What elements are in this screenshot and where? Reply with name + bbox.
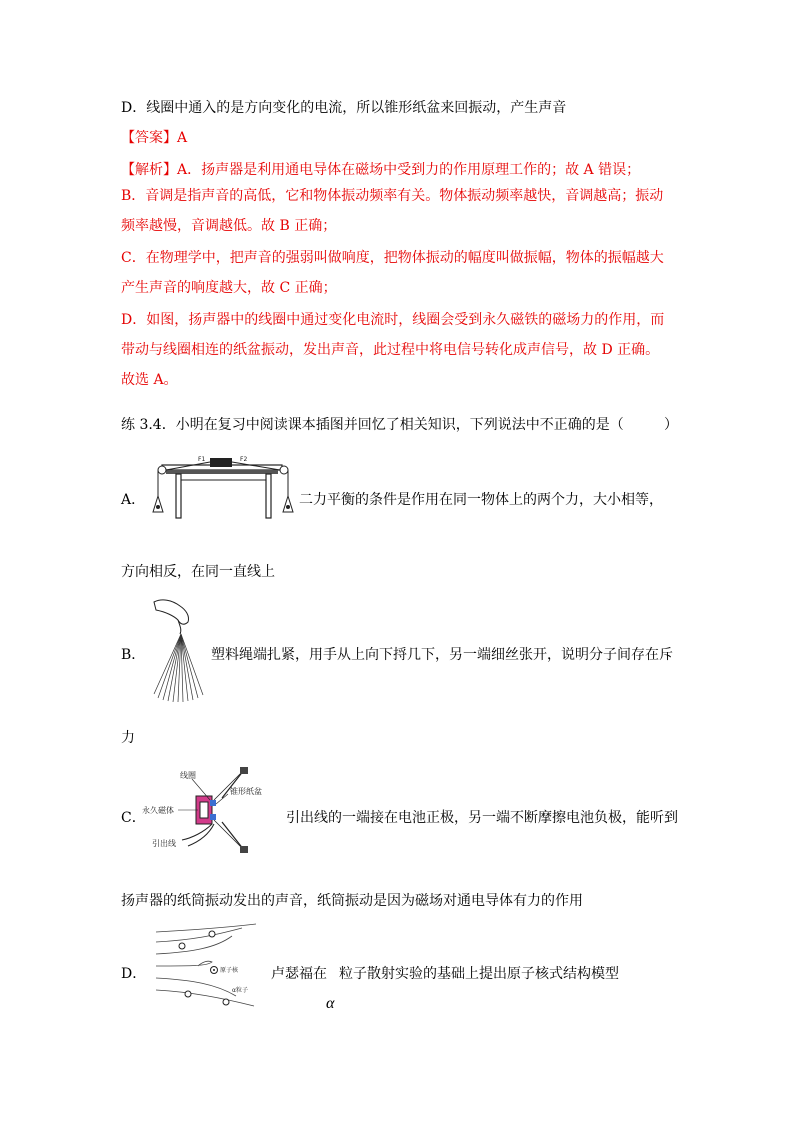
prev-option-d: D．线圈中通入的是方向变化的电流，所以锥形纸盆来回振动，产生声音 [121, 100, 567, 116]
question-stem: 练 3.4．小明在复习中阅读课本插图并回忆了相关知识，下列说法中不正确的是（ [121, 417, 624, 433]
answer-line [121, 128, 187, 148]
analysis-line-1 [121, 160, 640, 180]
option-c-text-1: 引出线的一端接在电池正极，另一端不断摩擦电池负极，能听到 [286, 810, 678, 826]
figure-a-balance [152, 454, 294, 520]
option-b-text-1: 塑料绳端扎紧，用手从上向下捋几下，另一端细丝张开，说明分子间存在斥 [211, 647, 673, 663]
option-c-label: C． [121, 810, 146, 826]
figure-d-alpha-scattering [152, 922, 260, 1010]
answer-value: A [177, 130, 188, 146]
figure-c-coil-label: 线圈 [180, 771, 196, 780]
analysis-text-1: A．扬声器是利用通电导体在磁场中受到力的作用原理工作的；故 A 错误； [177, 162, 641, 178]
analysis-label: 【解析】 [121, 162, 177, 178]
option-a-text-1: 二力平衡的条件是作用在同一物体上的两个力，大小相等， [299, 492, 663, 508]
option-d-text-1: 卢瑟福在 [271, 966, 327, 982]
option-b-label: B． [121, 647, 146, 663]
answer-label: 【答案】 [121, 130, 177, 146]
option-c-text-2: 扬声器的纸筒振动发出的声音，纸筒振动是因为磁场对通电导体有力的作用 [121, 893, 583, 909]
alpha-symbol: α [326, 995, 335, 1012]
analysis-line-3: 频率越慢，音调越低。故 B 正确； [121, 218, 337, 234]
analysis-line-5: 产生声音的响度越大，故 C 正确； [121, 280, 337, 296]
figure-c-cone-label: 锥形纸盆 [230, 787, 262, 796]
figure-c-magnet-label: 永久磁体 [142, 806, 174, 815]
figure-c-speaker [142, 766, 282, 858]
option-d-label: D． [121, 966, 147, 982]
option-d-text-2: 粒子散射实验的基础上提出原子核式结构模型 [339, 966, 619, 982]
analysis-line-4: C．在物理学中，把声音的强弱叫做响度，把物体振动的幅度叫做振幅，物体的振幅越大 [121, 250, 664, 266]
figure-d-nucleus-label: 原子核 [220, 967, 239, 974]
analysis-line-6: D．如图，扬声器中的线圈中通过变化电流时，线圈会受到永久磁铁的磁场力的作用，而 [121, 312, 665, 328]
option-b-text-2: 力 [121, 730, 135, 746]
analysis-line-8: 故选 A。 [121, 372, 178, 388]
svg-text:F2: F2 [240, 456, 248, 463]
option-a-label: A． [121, 492, 146, 508]
figure-b-plastic-strands [150, 596, 210, 706]
question-paren-close: ） [664, 417, 678, 433]
option-a-text-2: 方向相反，在同一直线上 [121, 564, 275, 580]
figure-d-particle-label: α粒子 [232, 987, 248, 994]
analysis-line-7: 带动与线圈相连的纸盆振动，发出声音，此过程中将电信号转化成声信号，故 D 正确。 [121, 342, 660, 358]
analysis-line-2: B．音调是指声音的高低，它和物体振动频率有关。物体振动频率越快，音调越高；振动 [121, 188, 664, 204]
figure-c-lead-label: 引出线 [152, 839, 176, 848]
svg-text:F1: F1 [198, 456, 206, 463]
